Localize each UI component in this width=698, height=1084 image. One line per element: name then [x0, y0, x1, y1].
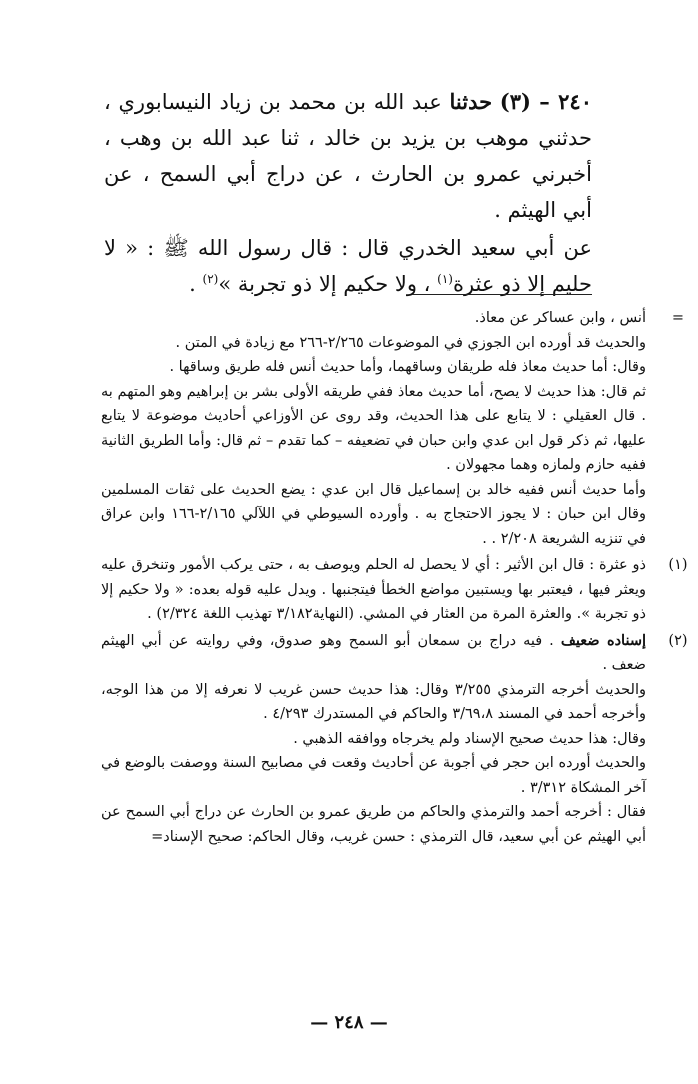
footnote-2-marker: (٢): [668, 632, 688, 649]
continuation-marker: =: [671, 310, 685, 326]
footnotes: [101, 306, 688, 851]
footnote-ref-1: (١): [437, 272, 453, 286]
footnote-line: وقال: أما حديث معاذ فله طريقان وساقهما، وأما حديث أنس فله طريق وساقها .: [169, 359, 646, 375]
footnote-1: [101, 553, 688, 627]
footnote-1-marker: (١): [668, 557, 688, 573]
matn-end: .: [189, 272, 203, 296]
hadith-number: ٢٤٠ – (٣): [499, 89, 592, 114]
continued-footnote: [101, 306, 685, 551]
isnad-grade: إسناده ضعيف: [560, 631, 646, 649]
footnote-ref-2: (٢): [202, 272, 219, 286]
footnote-line: وقال: هذا حديث صحيح الإسناد ولم يخرجاه ووافقه الذهبي .: [293, 730, 646, 747]
footnote-line: وأما حديث أنس ففيه خالد بن إسماعيل قال ابن عدي : يضع الحديث على ثقات المسلمين وقال ابن حبان : لا يجوز الاحتجاج به . وأورده السيوطي في اللآلي ٢/١٦٥-١٦٦ وابن عراق في تنزيه الشريعة ٢/٢٠٨ . .: [101, 481, 646, 547]
matn-text-a: عن أبي سعيد الخدري قال : قال رسول الله ﷺ : « لا حليم إلا ذو عثرة: [104, 236, 592, 296]
isnad-grade-reason: . فيه دراج بن سمعان أبو السمح وهو صدوق، وفي روايته عن أبي الهيثم ضعف .: [101, 632, 646, 673]
footnote-line: ثم قال: هذا حديث لا يصح، أما حديث معاذ ففي طريقه الأولى بشر بن إبراهيم وهو المتهم به . قال العقيلي : لا يتابع على هذا الحديث، وقد روى عن الأوزاعي أحاديث موضوعة لا يتابع عليها، ثم ذكر قول ابن عدي وابن حبان في تضعيفه – كما تقدم – ثم قال: وأما الطريق الثانية ففيه حازم ولمازه وهما مجهولان .: [101, 383, 646, 473]
matn-paragraph: [104, 230, 592, 302]
footnote-line: فقال : أخرجه أحمد والترمذي والحاكم من طريق عمرو بن الحارث عن دراج أبي السمح عن أبي الهيثم عن أبي سعيد، قال الترمذي : حسن غريب، وقال الحاكم: صحيح الإسناد=: [101, 804, 646, 845]
footnote-divider: [412, 294, 592, 295]
footnote-line: والحديث أخرجه الترمذي ٣/٢٥٥ وقال: هذا حديث حسن غريب لا نعرفه إلا من هذا الوجه، وأخرجه أحمد في المسند ٣/٦٩،٨ والحاكم في المستدرك ٤/٢٩٣ .: [101, 681, 646, 722]
hadith-text: [104, 84, 592, 302]
footnote-2-lead: [101, 629, 646, 678]
isnad-paragraph: [104, 84, 592, 228]
footnote-line: والحديث أورده ابن حجر في أجوبة عن أحاديث وقعت في مصابيح السنة ووصفت بالوضع في آخر المشكاة ٣/٣١٢ .: [101, 755, 646, 796]
haddathana-word: حدثنا: [449, 89, 493, 114]
footnote-2: [101, 629, 688, 850]
isnad-text: عبد الله بن محمد بن زياد النيسابوري ، حدثني موهب بن يزيد بن خالد ، ثنا عبد الله بن وهب ، أخبرني عمرو بن الحارث ، عن دراج أبي السمح ، عن أبي الهيثم .: [104, 90, 592, 222]
footnote-line: أنس ، وابن عساكر عن معاذ.: [474, 310, 646, 326]
footnote-line: والحديث قد أورده ابن الجوزي في الموضوعات ٢/٢٦٥-٢٦٦ مع زيادة في المتن .: [175, 334, 646, 351]
footnote-1-text: ذو عثرة : قال ابن الأثير : أي لا يحصل له الحلم ويوصف به ، حتى يركب الأمور وتنخرق عليه ويعثر فيها ، فيعتبر بها ويستبين مواضع الخطأ فيتجنبها . ويدل عليه قوله بعده: « ولا حكيم إلا ذو تجربة ». والعثرة المرة من العثار في المشي. (النهاية٣/١٨٢ تهذيب اللغة ٢/٣٢٤) .: [101, 557, 646, 622]
page-number: — ٢٤٨ —: [310, 1012, 388, 1033]
matn-text-b: ، ولا حكيم إلا ذو تجربة »: [218, 272, 438, 296]
